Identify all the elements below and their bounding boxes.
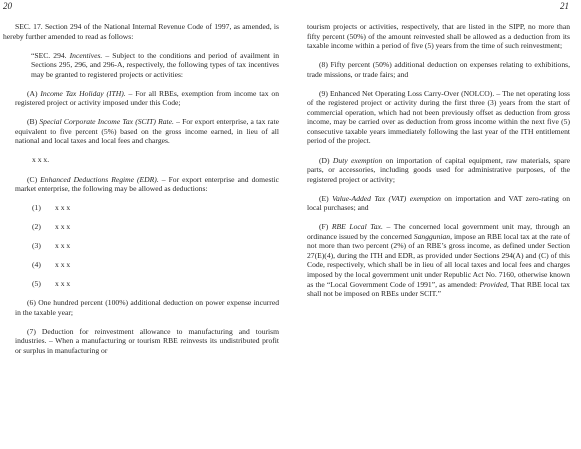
sec-294-text: – Subject to the conditions and period of availment in Sections 295, 296, and 296-A, respectively, the following types of tax incentives may be granted to registered projects or activities: bbox=[31, 50, 279, 79]
para-f-sanggunian: Sanggunian bbox=[413, 231, 451, 241]
section-17-intro: SEC. 17. Section 294 of the National Internal Revenue Code of 1997, as amended, is hereby further amended to read as follows: bbox=[3, 22, 279, 41]
para-9-nolco: (9) Enhanced Net Operating Loss Carry-Over (NOLCO). – The net operating loss of the registered project or activity during the first three (3) years from the start of commercial operation, which had not been previously offset as deduction from gross income, may be carried over as deduction from gross income within the next five (5) consecutive taxable years immediately following the last year of the ITH entitlement period of the project. bbox=[307, 88, 570, 146]
para-c-title: Enhanced Deductions Regime (EDR). bbox=[40, 174, 159, 184]
para-a-label: (A) bbox=[27, 88, 41, 98]
para-8-exhibitions: (8) Fifty percent (50%) additional deduction on expenses relating to exhibitions, trade missions, or trade fairs; and bbox=[307, 60, 570, 79]
para-b-text: – For export enterprise, a tax rate equivalent to five percent (5%) based on the gross income earned, in lieu of all national and local taxes and local fees and charges. bbox=[15, 117, 279, 146]
para-d-title: Duty exemption bbox=[332, 155, 383, 165]
list-item-number: (1) bbox=[32, 203, 41, 213]
para-c-text: – For export enterprise and domestic market enterprise, the following may be allowed as deductions: bbox=[15, 174, 279, 194]
para-e-label: (E) bbox=[319, 193, 333, 203]
list-item-number: (5) bbox=[32, 279, 41, 289]
para-6-power-expense: (6) One hundred percent (100%) additional deduction on power expense incurred in the taxable year; bbox=[15, 298, 279, 317]
list-item-number: (2) bbox=[32, 222, 41, 232]
para-f-text-3: That RBE local tax shall not be imposed on RBEs under SCIT.” bbox=[307, 279, 570, 299]
left-page-column bbox=[3, 22, 279, 356]
list-item-text: x x x bbox=[55, 241, 71, 251]
sec-294-prefix: “SEC. 294. bbox=[31, 50, 70, 60]
list-item bbox=[3, 279, 279, 289]
list-item-number: (3) bbox=[32, 241, 41, 251]
para-7-reinvestment: (7) Deduction for reinvestment allowance to manufacturing and tourism industries. – When a manufacturing or tourism RBE reinvests its undistributed profit or surplus in manufacturing or bbox=[15, 326, 279, 356]
para-c-label: (C) bbox=[27, 174, 41, 184]
para-c-edr bbox=[3, 175, 279, 194]
para-b-scit bbox=[3, 117, 279, 146]
para-f-rbe-local-tax bbox=[307, 222, 570, 298]
para-d-text: on importation of capital equipment, raw materials, spare parts, or accessories, including goods used for administrative purposes, of the registered project or activity; bbox=[307, 155, 570, 184]
sec-294-incentives bbox=[3, 51, 279, 80]
para-e-vat-exemption bbox=[307, 194, 570, 213]
para-f-label: (F) bbox=[319, 222, 332, 232]
list-item-text: x x x bbox=[55, 222, 71, 232]
para-a-title: Income Tax Holiday (ITH). bbox=[40, 88, 126, 98]
para-e-title: Value-Added Tax (VAT) exemption bbox=[332, 193, 441, 203]
page-number-left: 20 bbox=[3, 1, 12, 11]
para-f-text-1: – The concerned local government unit may, through an ordinance issued by the concerned bbox=[307, 222, 570, 241]
list-item-number: (4) bbox=[32, 260, 41, 270]
para-b-label: (B) bbox=[27, 117, 40, 127]
para-f-title: RBE Local Tax. bbox=[331, 222, 383, 232]
para-d-label: (D) bbox=[319, 155, 333, 165]
para-a-ith bbox=[3, 89, 279, 108]
para-b-title: Special Corporate Income Tax (SCIT) Rate. bbox=[39, 117, 174, 127]
para-d-duty-exemption bbox=[307, 156, 570, 185]
list-item-text: x x x bbox=[55, 279, 71, 289]
para-7-continued: tourism projects or activities, respectively, that are listed in the SIPP, no more than fifty percent (50%) of the amount reinvested shall be allowed as a deduction from its taxable income within a period of five (5) years from the time of such reinvestment; bbox=[307, 22, 570, 51]
list-item bbox=[3, 260, 279, 270]
para-f-text-2: , impose an RBE local tax at the rate of not more than two percent (2%) of an RBE’s gross income, as defined under Section 27(E)(4), during the ITH and EDR, as provided under Sections 294(A) and (C) of this Code, respectively, which shall be in lieu of all local taxes and local fees and charges imposed by the local government unit under Republic Act No. 7160, otherwise known as the “Local Government Code of 1991”, as amended: bbox=[307, 231, 570, 289]
right-page-column bbox=[307, 22, 570, 299]
sec-294-title: Incentives. bbox=[69, 50, 103, 60]
para-f-provided: Provided, bbox=[479, 279, 509, 289]
list-item-text: x x x bbox=[55, 260, 71, 270]
list-item-text: x x x bbox=[55, 203, 71, 213]
omission-mark: x x x. bbox=[32, 155, 50, 165]
list-item bbox=[3, 222, 279, 232]
para-a-text: – For all RBEs, exemption from income tax on registered project or activity imposed under this Code; bbox=[15, 88, 279, 108]
list-item bbox=[3, 203, 279, 213]
page-number-right: 21 bbox=[560, 1, 569, 11]
para-e-text: on importation and VAT zero-rating on local purchases; and bbox=[307, 193, 570, 213]
list-item bbox=[3, 241, 279, 251]
